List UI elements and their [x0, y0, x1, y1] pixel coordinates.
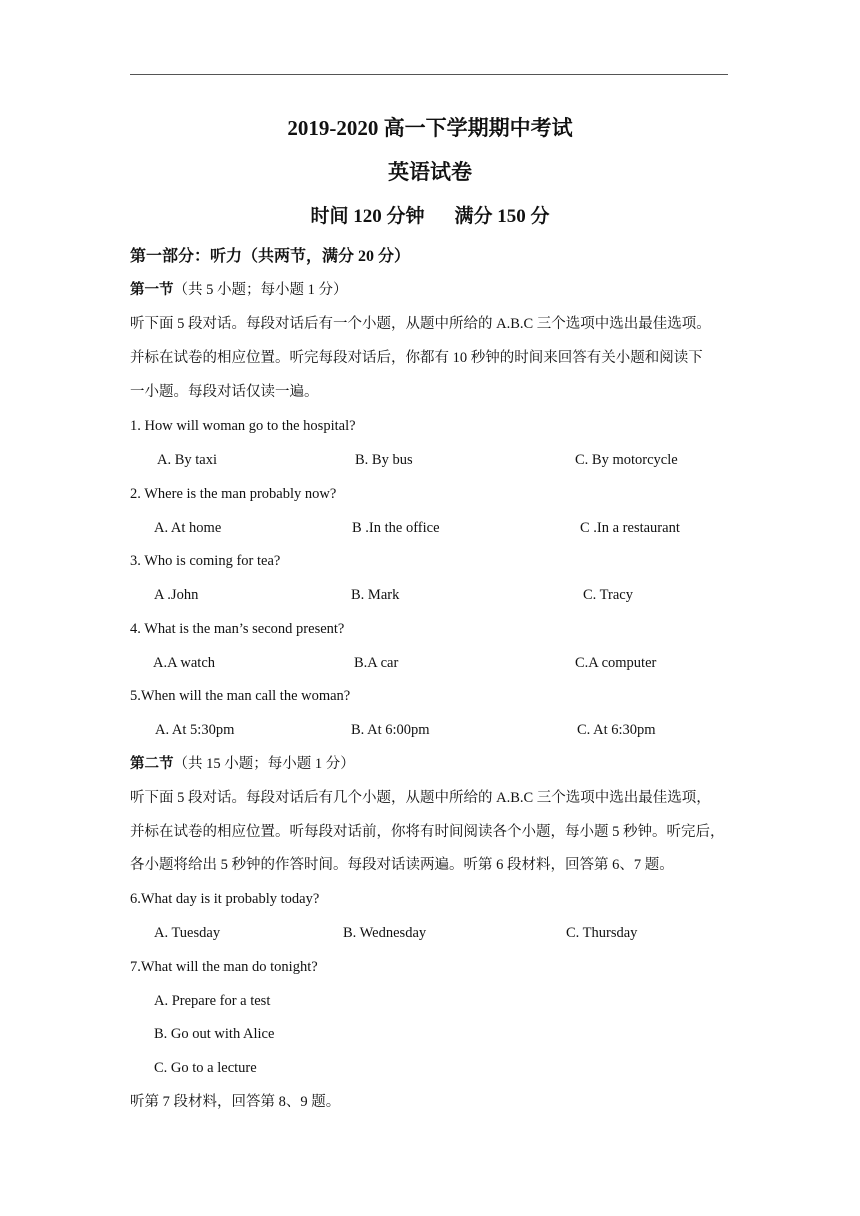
question-6: 6.What day is it probably today? [130, 891, 320, 907]
question-1-option-c: C. By motorcycle [575, 452, 678, 468]
question-7-option-a: A. Prepare for a test [154, 993, 271, 1009]
question-5-option-c: C. At 6:30pm [577, 722, 656, 738]
section2-heading-bold: 第二节 [130, 756, 174, 772]
question-2-option-a: A. At home [154, 520, 222, 536]
question-4-option-c: C.A computer [575, 655, 657, 671]
section1-heading [130, 280, 348, 300]
question-4: 4. What is the man’s second present? [130, 621, 345, 637]
section1-instruction-line: 一小题。每段对话仅读一遍。 [130, 384, 319, 400]
question-7-option-c: C. Go to a lecture [154, 1060, 257, 1076]
section1-heading-rest: （共 5 小题；每小题 1 分） [173, 282, 348, 298]
question-5: 5.When will the man call the woman? [130, 688, 351, 704]
question-1-option-b: B. By bus [355, 452, 413, 468]
exam-time-score [0, 203, 860, 231]
section1-instruction-line: 并标在试卷的相应位置。听完每段对话后，你都有 10 秒钟的时间来回答有关小题和阅读下 [130, 350, 703, 366]
question-4-option-b: B.A car [354, 655, 399, 671]
question-3-option-b: B. Mark [351, 587, 400, 603]
exam-score: 满分 150 分 [454, 206, 550, 227]
question-2: 2. Where is the man probably now? [130, 486, 337, 502]
note-q8-9: 听第 7 段材料，回答第 8、9 题。 [130, 1094, 341, 1110]
question-1-option-a: A. By taxi [157, 452, 218, 468]
question-5-option-b: B. At 6:00pm [351, 722, 430, 738]
question-1: 1. How will woman go to the hospital? [130, 418, 356, 434]
section2-instruction-line: 听下面 5 段对话。每段对话后有几个小题，从题中所给的 A.B.C 三个选项中选出最佳选项， [130, 790, 711, 806]
question-7: 7.What will the man do tonight? [130, 959, 318, 975]
section1-instruction-line: 听下面 5 段对话。每段对话后有一个小题，从题中所给的 A.B.C 三个选项中选出最佳选项。 [130, 316, 711, 332]
section2-heading [130, 754, 355, 774]
question-3: 3. Who is coming for tea? [130, 553, 281, 569]
question-6-option-c: C. Thursday [566, 925, 638, 941]
header-rule [130, 74, 728, 75]
exam-title: 2019-2020 高一下学期期中考试 [287, 116, 573, 140]
question-7-option-b: B. Go out with Alice [154, 1026, 275, 1042]
question-6-option-a: A. Tuesday [154, 925, 221, 941]
exam-subject: 英语试卷 [388, 160, 472, 184]
question-4-option-a: A.A watch [153, 655, 216, 671]
section1-heading-bold: 第一节 [130, 282, 174, 298]
question-6-option-b: B. Wednesday [343, 925, 427, 941]
section2-instruction-line: 各小题将给出 5 秒钟的作答时间。每段对话读两遍。听第 6 段材料，回答第 6、7 题。 [130, 857, 674, 873]
question-2-option-b: B .In the office [352, 520, 440, 536]
exam-time: 时间 120 分钟 [310, 206, 425, 227]
part1-heading: 第一部分：听力（共两节，满分 20 分） [130, 248, 411, 265]
question-3-option-c: C. Tracy [583, 587, 633, 603]
question-3-option-a: A .John [154, 587, 199, 603]
section2-instruction-line: 并标在试卷的相应位置。听每段对话前，你将有时间阅读各个小题，每小题 5 秒钟。听完后， [130, 824, 725, 840]
section2-heading-rest: （共 15 小题；每小题 1 分） [173, 756, 355, 772]
question-5-option-a: A. At 5:30pm [155, 722, 235, 738]
question-2-option-c: C .In a restaurant [580, 520, 680, 536]
